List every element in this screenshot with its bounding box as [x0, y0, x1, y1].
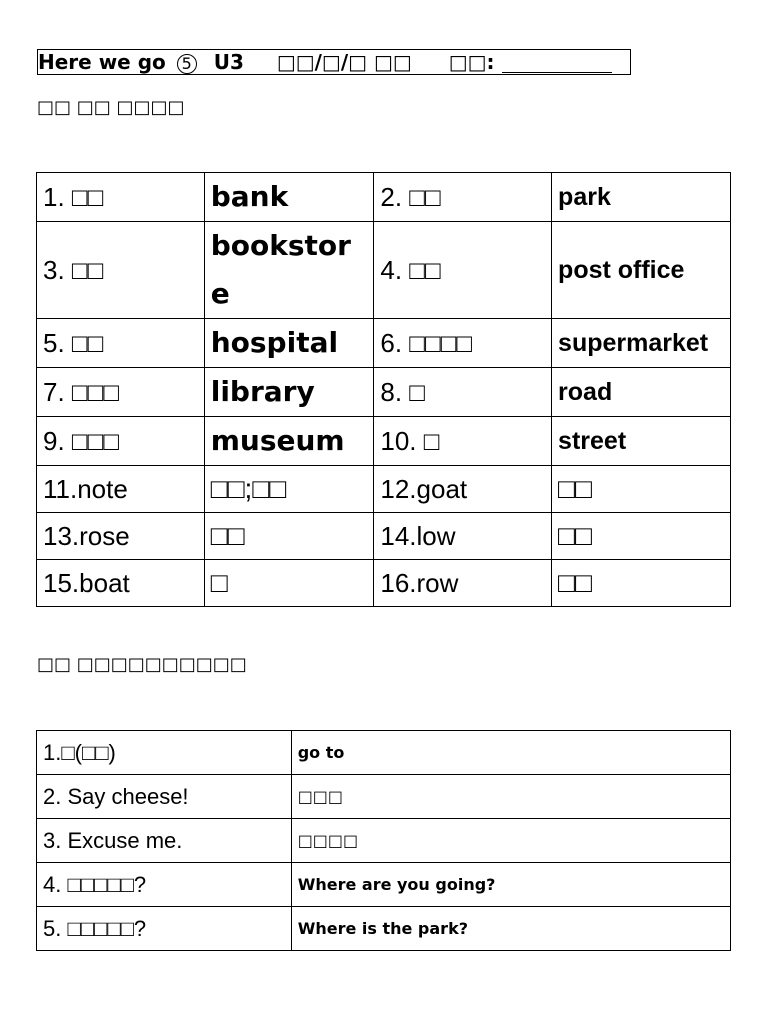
- vocab-answer: □□: [552, 466, 731, 513]
- name-blank[interactable]: [502, 54, 612, 73]
- vocab-prompt: 3. □□: [37, 222, 205, 319]
- vocab-prompt: 8. □: [374, 368, 552, 417]
- phrase-answer: □□□: [291, 775, 730, 819]
- header-unit: U3: [213, 50, 244, 74]
- phrase-row: [37, 731, 731, 775]
- vocab-answer: bank: [204, 173, 374, 222]
- vocab-prompt: 2. □□: [374, 173, 552, 222]
- vocab-row: [37, 560, 731, 607]
- vocab-row: [37, 368, 731, 417]
- vocab-prompt: 15.boat: [37, 560, 205, 607]
- vocab-row: [37, 417, 731, 466]
- vocab-answer: park: [552, 173, 731, 222]
- phrase-answer: Where is the park?: [291, 907, 730, 951]
- phrase-prompt: 5. □□□□□?: [37, 907, 292, 951]
- phrase-row: [37, 907, 731, 951]
- vocab-answer: post office: [552, 222, 731, 319]
- vocab-prompt: 6. □□□□: [374, 319, 552, 368]
- vocab-answer: □□: [204, 513, 374, 560]
- vocab-answer: supermarket: [552, 319, 731, 368]
- vocab-prompt: 1. □□: [37, 173, 205, 222]
- vocab-prompt: 5. □□: [37, 319, 205, 368]
- vocab-table: [36, 172, 731, 607]
- header-title: Here we go: [38, 50, 166, 74]
- vocab-prompt: 11.note: [37, 466, 205, 513]
- phrase-answer: □□□□: [291, 819, 730, 863]
- vocab-answer: library: [204, 368, 374, 417]
- phrase-answer: go to: [291, 731, 730, 775]
- vocab-answer: hospital: [204, 319, 374, 368]
- vocab-prompt: 16.row: [374, 560, 552, 607]
- vocab-answer: road: [552, 368, 731, 417]
- vocab-row: [37, 173, 731, 222]
- phrase-prompt: 2. Say cheese!: [37, 775, 292, 819]
- vocab-answer: bookstore: [204, 222, 374, 319]
- vocab-prompt: 13.rose: [37, 513, 205, 560]
- vocab-answer: □: [204, 560, 374, 607]
- header-name-label: □□:: [448, 50, 495, 74]
- vocab-prompt: 14.low: [374, 513, 552, 560]
- vocab-row: [37, 466, 731, 513]
- vocab-prompt: 4. □□: [374, 222, 552, 319]
- vocab-answer: □□: [552, 560, 731, 607]
- vocab-prompt: 7. □□□: [37, 368, 205, 417]
- header-class-label: □□/□/□ □□: [276, 50, 412, 74]
- worksheet-header: [37, 49, 631, 75]
- phrase-row: [37, 819, 731, 863]
- section2-title: □□ □□□□□□□□□□: [37, 654, 247, 675]
- vocab-row: [37, 222, 731, 319]
- vocab-prompt: 12.goat: [374, 466, 552, 513]
- vocab-prompt: 9. □□□: [37, 417, 205, 466]
- phrase-row: [37, 863, 731, 907]
- phrase-prompt: 1.□(□□): [37, 731, 292, 775]
- book-number-badge: 5: [177, 54, 197, 74]
- vocab-answer: street: [552, 417, 731, 466]
- vocab-answer: museum: [204, 417, 374, 466]
- phrase-answer: Where are you going?: [291, 863, 730, 907]
- phrase-prompt: 3. Excuse me.: [37, 819, 292, 863]
- vocab-answer: □□: [552, 513, 731, 560]
- vocab-prompt: 10. □: [374, 417, 552, 466]
- section1-title: □□ □□ □□□□: [37, 97, 185, 118]
- vocab-row: [37, 319, 731, 368]
- phrase-prompt: 4. □□□□□?: [37, 863, 292, 907]
- phrase-row: [37, 775, 731, 819]
- vocab-answer: □□;□□: [204, 466, 374, 513]
- phrase-table: [36, 730, 731, 951]
- vocab-row: [37, 513, 731, 560]
